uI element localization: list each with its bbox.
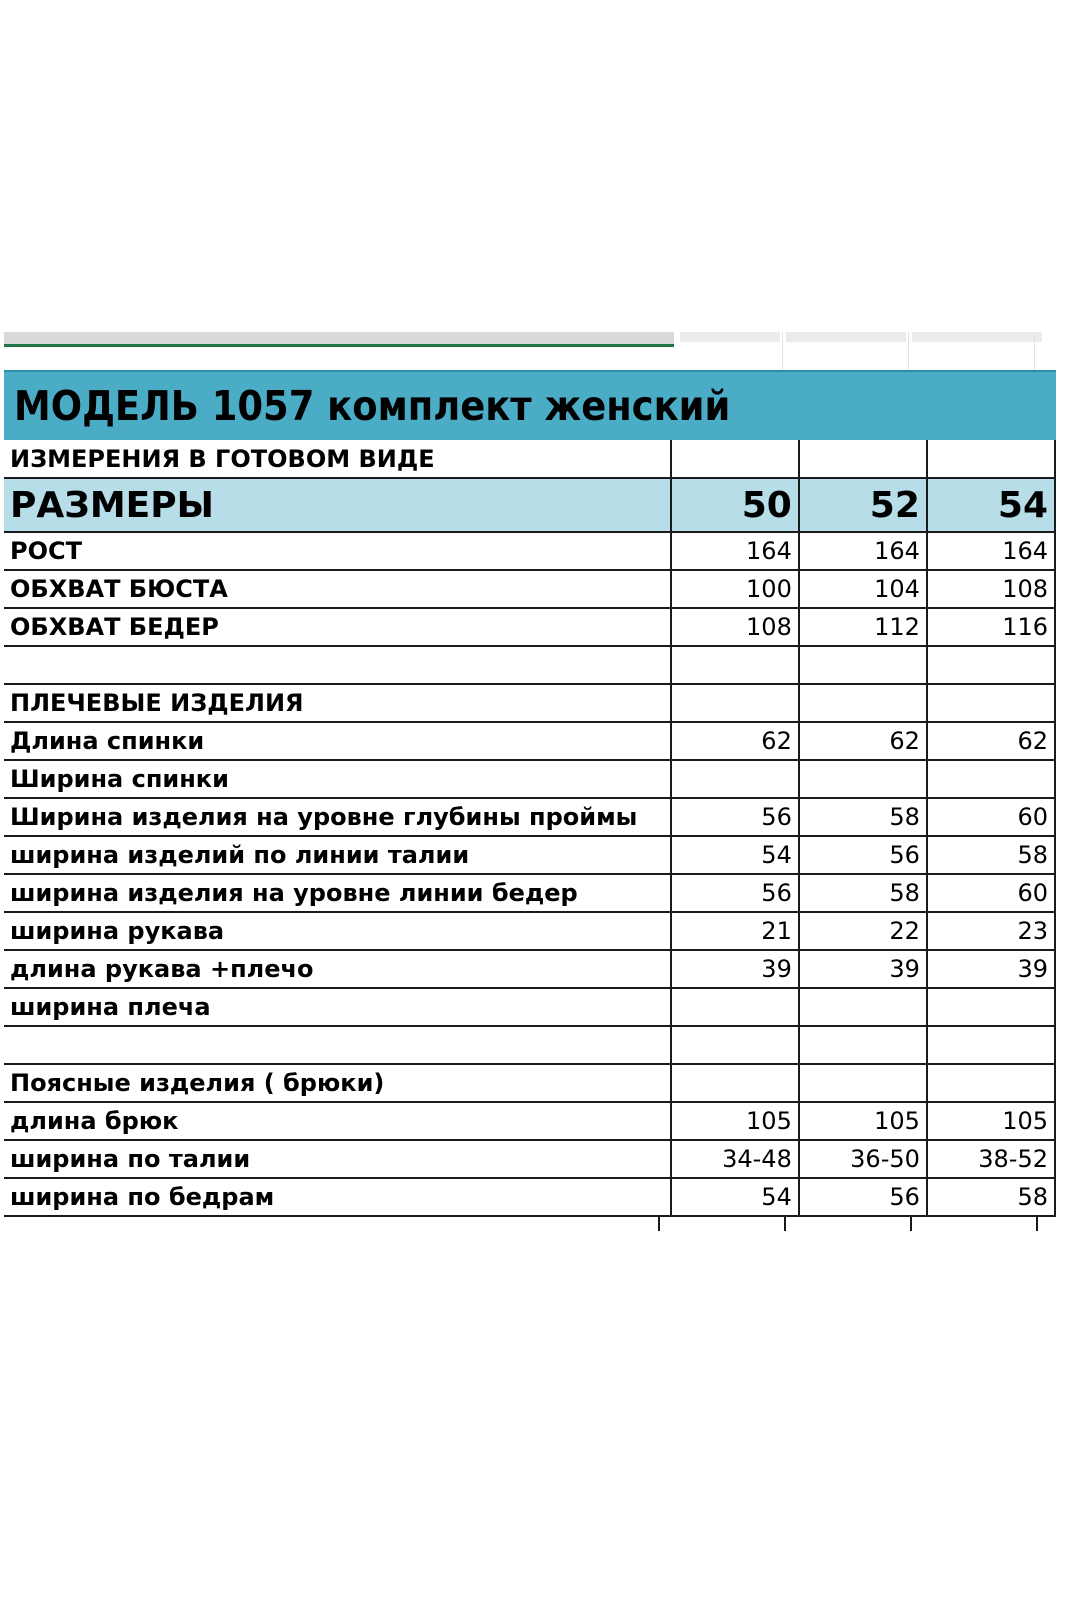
size-value-cell: 38-52 [927,1140,1055,1178]
size-value-cell: 108 [671,608,799,646]
size-value-cell [927,988,1055,1026]
gridline [908,332,909,370]
size-value-cell [671,760,799,798]
size-value-cell [927,1026,1055,1064]
row-label: ширина изделия на уровне линии бедер [4,874,671,912]
size-value-cell [927,760,1055,798]
table-row [4,1140,1055,1178]
row-label: Поясные изделия ( брюки) [4,1064,671,1102]
spreadsheet [4,328,1066,1231]
column-header-ghost [786,332,906,342]
size-value-cell: 56 [799,1178,927,1216]
row-label: ОБХВАТ БЮСТА [4,570,671,608]
size-value-cell [671,646,799,684]
row-label [4,646,671,684]
size-value-cell: 58 [927,1178,1055,1216]
table-row [4,608,1055,646]
size-value-cell: 58 [799,874,927,912]
size-value-cell: 58 [927,836,1055,874]
table-row [4,532,1055,570]
row-label: ширина изделий по линии талии [4,836,671,874]
size-value-cell: 23 [927,912,1055,950]
row-label: ширина по бедрам [4,1178,671,1216]
table-row [4,684,1055,722]
size-value-cell: 62 [927,722,1055,760]
size-value-cell: 164 [927,532,1055,570]
size-header: 50 [671,478,799,532]
size-value-cell: 60 [927,798,1055,836]
size-value-cell: 62 [799,722,927,760]
row-label: ОБХВАТ БЕДЕР [4,608,671,646]
sizes-label: РАЗМЕРЫ [4,478,671,532]
table-row [4,646,1055,684]
size-value-cell: 105 [927,1102,1055,1140]
size-value-cell: 100 [671,570,799,608]
empty-cell [671,440,799,478]
row-label: ширина по талии [4,1140,671,1178]
table-row [4,874,1055,912]
table-row [4,570,1055,608]
row-label: ПЛЕЧЕВЫЕ ИЗДЕЛИЯ [4,684,671,722]
row-label [4,1026,671,1064]
table-row [4,912,1055,950]
size-value-cell [927,1064,1055,1102]
size-value-cell: 108 [927,570,1055,608]
size-value-cell [799,646,927,684]
size-value-cell [799,988,927,1026]
row-label: Ширина изделия на уровне глубины проймы [4,798,671,836]
size-value-cell: 56 [799,836,927,874]
table-tail [4,1217,1066,1231]
size-value-cell: 39 [927,950,1055,988]
size-value-cell [799,1026,927,1064]
row-label: ширина плеча [4,988,671,1026]
size-value-cell [671,988,799,1026]
size-value-cell: 164 [671,532,799,570]
size-value-cell [671,1026,799,1064]
page-title: МОДЕЛЬ 1057 комплект женский [4,370,1056,440]
gridline [1036,1217,1038,1231]
size-value-cell: 116 [927,608,1055,646]
size-value-cell: 105 [799,1102,927,1140]
column-header-bar [4,332,674,344]
table-row [4,836,1055,874]
size-value-cell: 34-48 [671,1140,799,1178]
size-value-cell [671,1064,799,1102]
size-value-cell: 58 [799,798,927,836]
size-value-cell: 105 [671,1102,799,1140]
table-row [4,760,1055,798]
size-value-cell [799,684,927,722]
size-value-cell [671,684,799,722]
row-label: Ширина спинки [4,760,671,798]
table-row [4,798,1055,836]
table-row [4,1102,1055,1140]
size-value-cell: 164 [799,532,927,570]
size-value-cell: 36-50 [799,1140,927,1178]
table-row [4,988,1055,1026]
size-value-cell: 60 [927,874,1055,912]
gridline [782,332,783,370]
measurements-subtitle-row [4,440,1055,478]
size-value-cell: 54 [671,836,799,874]
empty-cell [799,440,927,478]
size-value-cell: 54 [671,1178,799,1216]
size-value-cell [927,684,1055,722]
size-value-cell: 56 [671,798,799,836]
sizes-header-row [4,478,1055,532]
size-header: 52 [799,478,927,532]
table-row [4,722,1055,760]
size-table [4,440,1056,1217]
column-header-ghost [680,332,780,342]
size-value-cell: 56 [671,874,799,912]
measurements-subtitle: ИЗМЕРЕНИЯ В ГОТОВОМ ВИДЕ [4,440,671,478]
table-row [4,1178,1055,1216]
row-label: длина брюк [4,1102,671,1140]
gridline [910,1217,912,1231]
active-tab-indicator [4,344,674,347]
table-row [4,1064,1055,1102]
size-value-cell: 62 [671,722,799,760]
size-value-cell: 112 [799,608,927,646]
size-value-cell: 22 [799,912,927,950]
size-value-cell [799,760,927,798]
empty-cell [927,440,1055,478]
table-row [4,1026,1055,1064]
table-row [4,950,1055,988]
size-value-cell: 39 [799,950,927,988]
sheet-header-strip [4,328,1066,370]
size-value-cell [799,1064,927,1102]
size-value-cell [927,646,1055,684]
size-value-cell: 104 [799,570,927,608]
gridline [784,1217,786,1231]
size-value-cell: 39 [671,950,799,988]
column-header-ghost [912,332,1042,342]
row-label: РОСТ [4,532,671,570]
gridline [658,1217,660,1231]
row-label: Длина спинки [4,722,671,760]
gridline [1034,332,1035,370]
row-label: ширина рукава [4,912,671,950]
row-label: длина рукава +плечо [4,950,671,988]
size-value-cell: 21 [671,912,799,950]
size-header: 54 [927,478,1055,532]
